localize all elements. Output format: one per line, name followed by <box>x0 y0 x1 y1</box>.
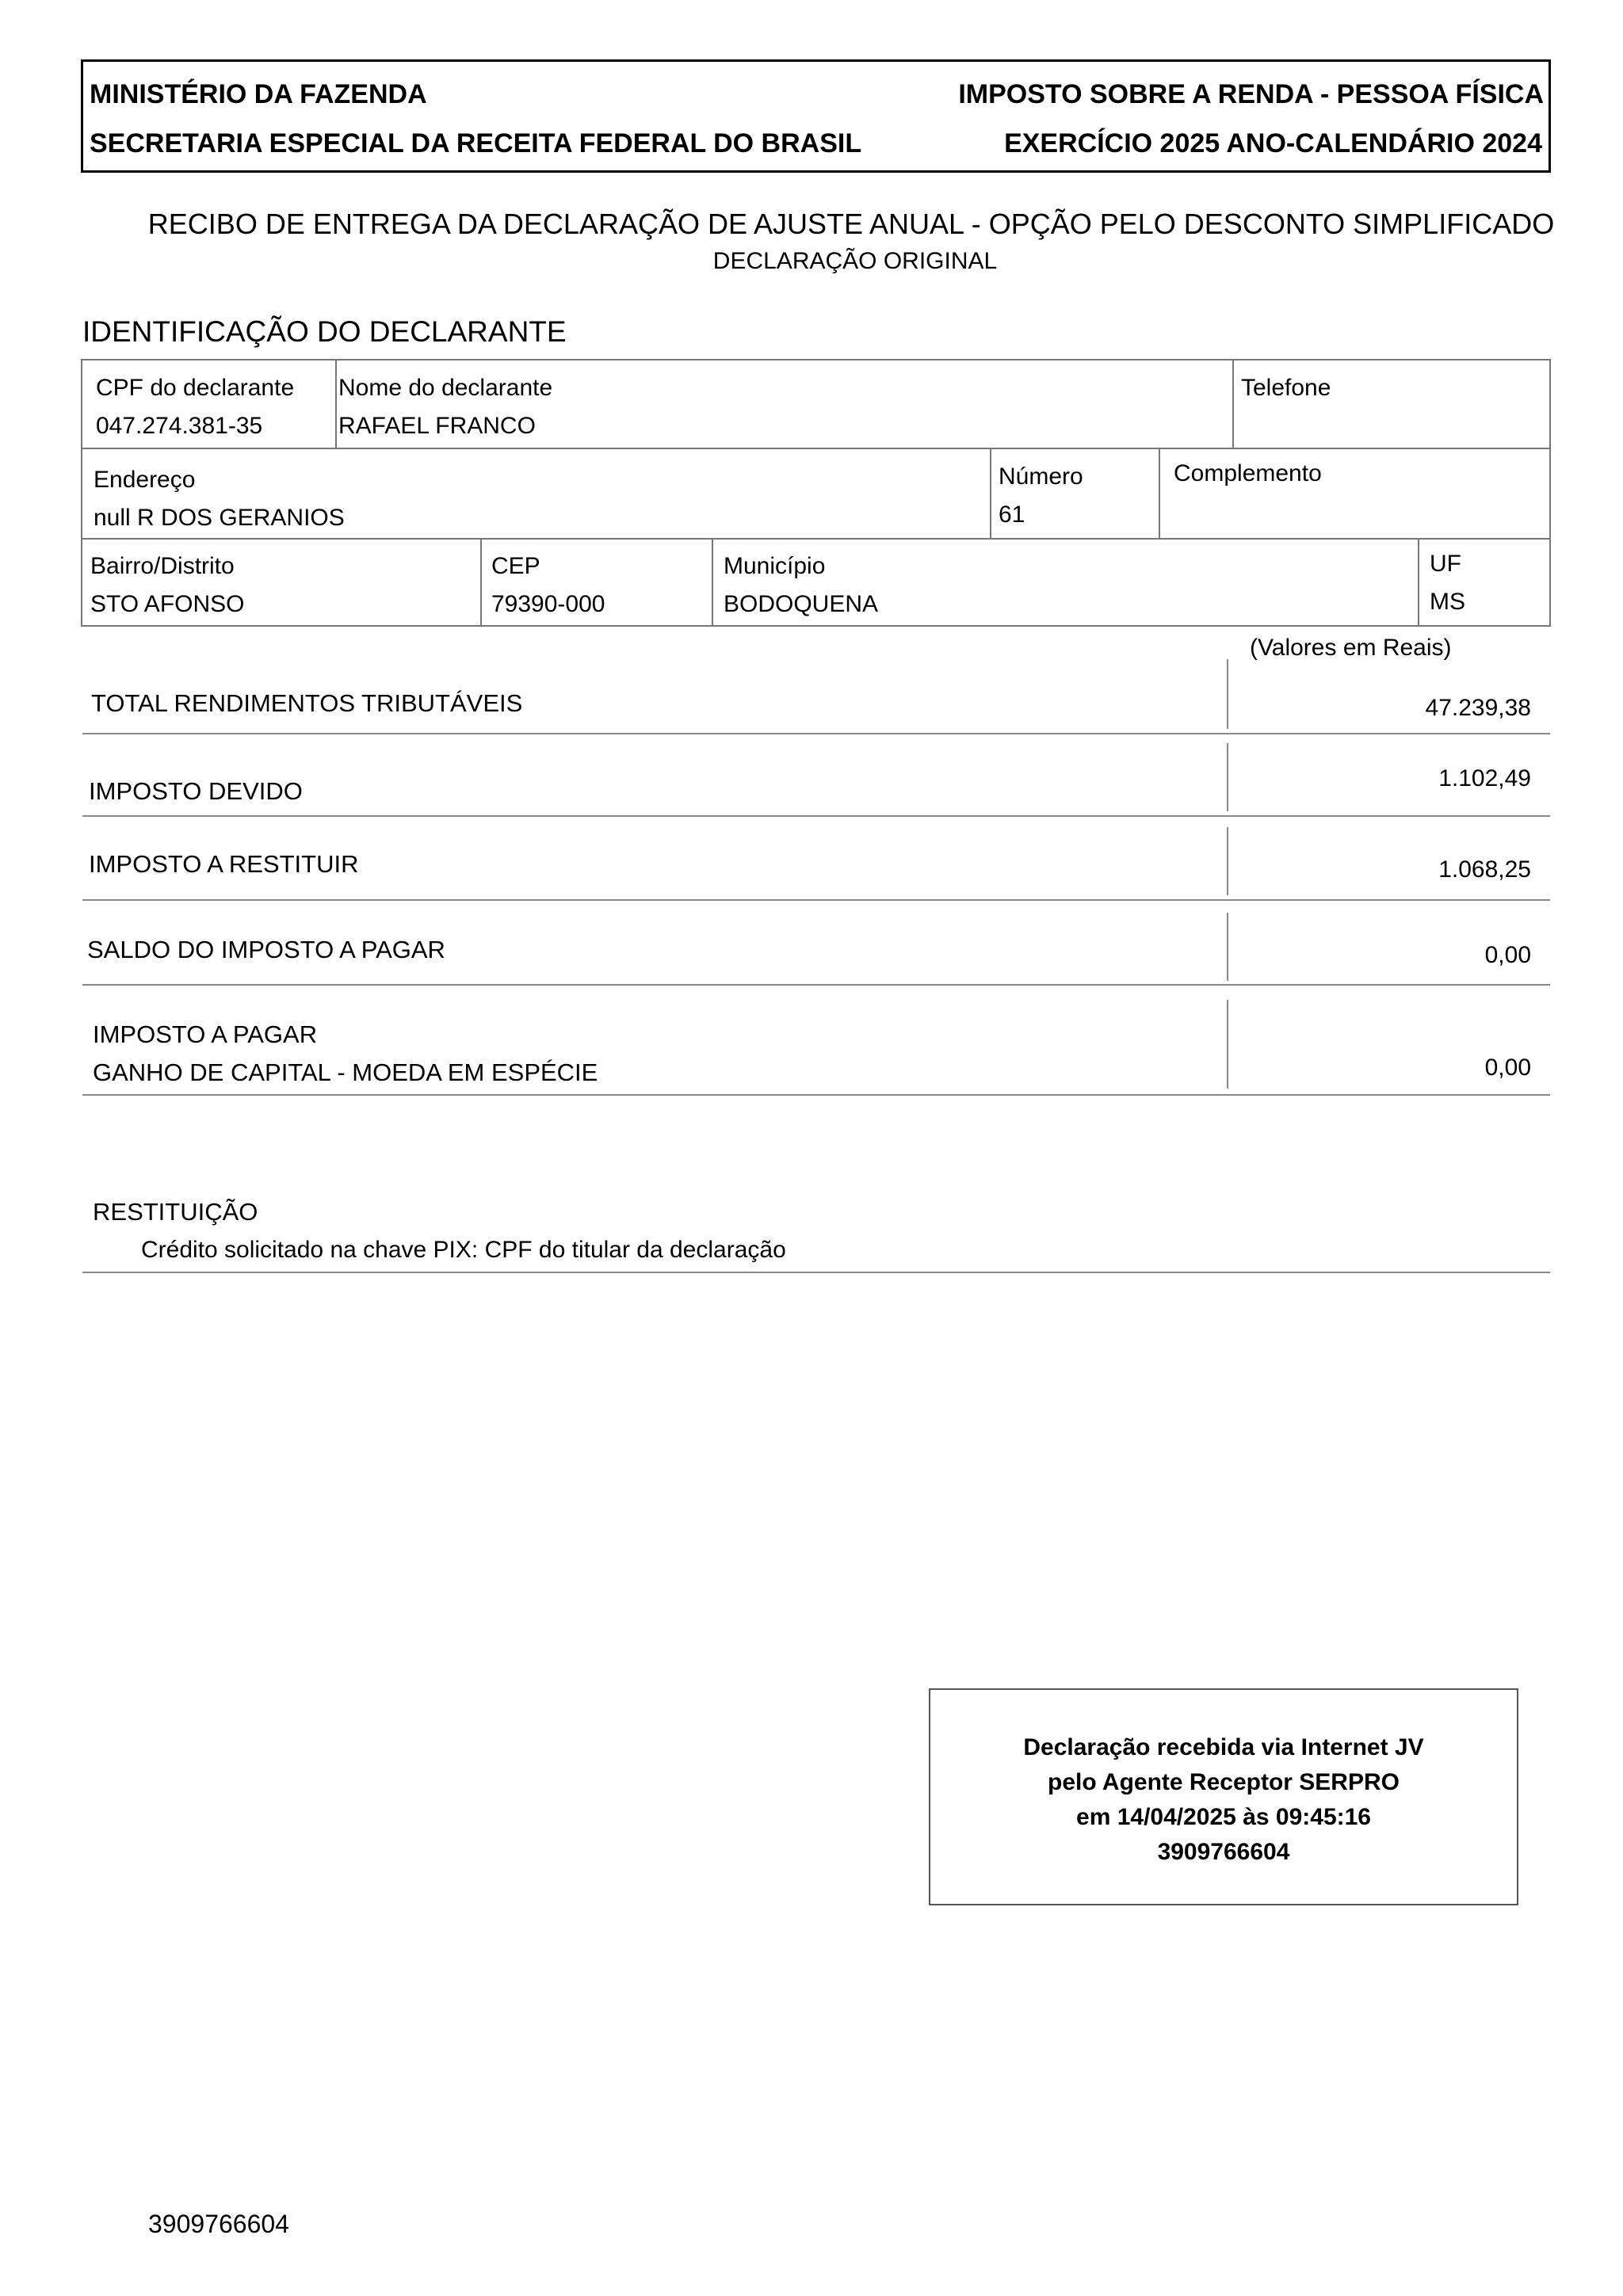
table-divider <box>82 538 1549 540</box>
cep-value: 79390-000 <box>491 591 605 617</box>
table-divider <box>82 448 1549 449</box>
tax-name: IMPOSTO SOBRE A RENDA - PESSOA FÍSICA <box>958 79 1544 109</box>
ministry-name: MINISTÉRIO DA FAZENDA <box>90 79 427 109</box>
currency-note: (Valores em Reais) <box>1250 635 1452 661</box>
identification-table <box>81 359 1551 627</box>
tax-refund-label: IMPOSTO A RESTITUIR <box>89 850 359 878</box>
uf-label: UF <box>1430 551 1461 577</box>
secretariat-name: SECRETARIA ESPECIAL DA RECEITA FEDERAL DO BRASIL <box>90 128 862 158</box>
phone-label: Telefone <box>1241 375 1331 401</box>
number-value: 61 <box>999 502 1025 528</box>
receipt-stamp <box>929 1688 1518 1905</box>
table-divider <box>1159 448 1160 538</box>
table-divider <box>335 360 337 448</box>
number-label: Número <box>999 463 1083 490</box>
stamp-line: Declaração recebida via Internet JV <box>1023 1734 1424 1760</box>
address-value: null R DOS GERANIOS <box>94 505 345 531</box>
tax-due-label: IMPOSTO DEVIDO <box>89 777 303 805</box>
name-label: Nome do declarante <box>338 375 553 401</box>
cpf-value: 047.274.381-35 <box>96 413 263 439</box>
row-divider <box>1227 659 1228 729</box>
table-divider <box>712 538 713 627</box>
row-divider <box>1227 1000 1228 1089</box>
row-divider <box>1227 827 1228 895</box>
stamp-date: em 14/04/2025 às 09:45:16 <box>1076 1804 1371 1830</box>
table-divider <box>1418 538 1419 627</box>
row-separator <box>82 984 1550 986</box>
capital-gain-tax-value: 0,00 <box>1484 1055 1531 1081</box>
capital-gain-tax-label: IMPOSTO A PAGAR <box>93 1020 318 1048</box>
district-value: STO AFONSO <box>90 591 245 617</box>
uf-value: MS <box>1430 589 1465 615</box>
row-separator <box>82 733 1550 734</box>
receipt-title: RECIBO DE ENTREGA DA DECLARAÇÃO DE AJUSTE ANUAL - OPÇÃO PELO DESCONTO SIMPLIFICADO <box>147 208 1555 240</box>
stamp-receipt-number: 3909766604 <box>1157 1839 1290 1865</box>
row-divider <box>1227 743 1228 811</box>
total-income-value: 47.239,38 <box>1425 695 1531 721</box>
address-label: Endereço <box>94 467 196 493</box>
capital-gain-tax-sublabel: GANHO DE CAPITAL - MOEDA EM ESPÉCIE <box>93 1058 598 1086</box>
identification-section-title: IDENTIFICAÇÃO DO DECLARANTE <box>82 315 567 348</box>
table-divider <box>990 448 991 538</box>
row-divider <box>1227 913 1228 981</box>
row-separator <box>82 1094 1550 1096</box>
table-divider <box>1232 360 1234 448</box>
city-value: BODOQUENA <box>724 591 879 617</box>
restitution-title: RESTITUIÇÃO <box>93 1198 258 1226</box>
row-separator <box>82 1272 1550 1273</box>
restitution-text: Crédito solicitado na chave PIX: CPF do titular da declaração <box>141 1237 786 1263</box>
tax-year: EXERCÍCIO 2025 ANO-CALENDÁRIO 2024 <box>1004 128 1542 158</box>
name-value: RAFAEL FRANCO <box>338 413 536 439</box>
footer-receipt-number: 3909766604 <box>148 2210 289 2238</box>
cep-label: CEP <box>491 553 540 579</box>
cpf-label: CPF do declarante <box>96 375 295 401</box>
total-income-label: TOTAL RENDIMENTOS TRIBUTÁVEIS <box>91 689 523 717</box>
tax-refund-value: 1.068,25 <box>1438 856 1531 883</box>
tax-due-value: 1.102,49 <box>1438 765 1531 791</box>
complement-label: Complemento <box>1174 460 1322 486</box>
district-label: Bairro/Distrito <box>90 553 235 579</box>
document-header <box>81 59 1551 173</box>
tax-balance-label: SALDO DO IMPOSTO A PAGAR <box>87 936 445 963</box>
table-divider <box>480 538 482 627</box>
declaration-type: DECLARAÇÃO ORIGINAL <box>712 248 998 274</box>
stamp-line: pelo Agente Receptor SERPRO <box>1048 1769 1400 1795</box>
row-separator <box>82 815 1550 817</box>
city-label: Município <box>724 553 826 579</box>
row-separator <box>82 899 1550 901</box>
tax-balance-value: 0,00 <box>1484 942 1531 968</box>
